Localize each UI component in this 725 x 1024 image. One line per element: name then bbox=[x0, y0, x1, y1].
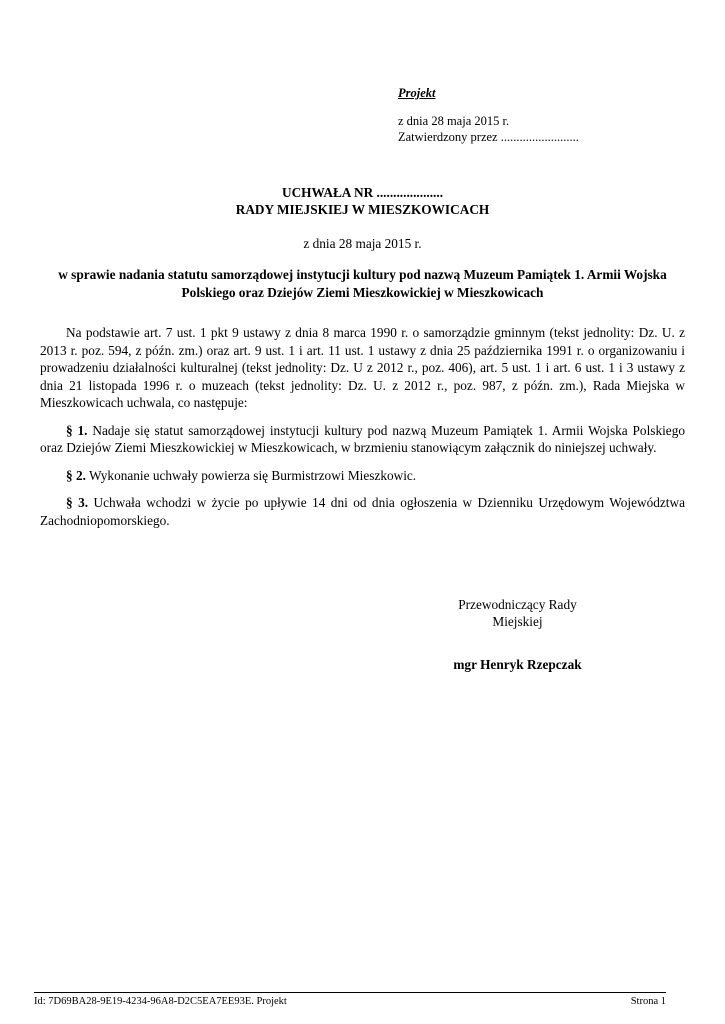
paragraph-3 bbox=[40, 494, 685, 529]
footer-divider bbox=[34, 992, 666, 993]
paragraph-1-mark: § 1. bbox=[66, 422, 88, 438]
legal-basis-preamble: Na podstawie art. 7 ust. 1 pkt 9 ustawy z dnia 8 marca 1990 r. o samorządzie gminnym (tekst jednolity: Dz. U. z 2013 r. poz. 594, z późn. zm.) oraz art. 9 ust. 1 i art. 11 ust. 1 ustawy z dnia 25 października 1991 r. o organizowaniu i prowadzeniu działalności kulturalnej (tekst jednolity: Dz. U z 2012 r., poz. 406), art. 5 ust. 1 i art. 6 ust. 1 i 3 ustawy z dnia 21 listopada 1996 r. o muzeach (tekst jednolity: Dz. U. z 2012 r., poz. 987, z późn. zm.), Rada Miejska w Mieszkowicach uchwala, co następuje: bbox=[40, 325, 685, 410]
paragraph-2-mark: § 2. bbox=[66, 467, 86, 483]
paragraph-3-mark: § 3. bbox=[66, 495, 89, 510]
approved-by-line: Zatwierdzony przez ......................... bbox=[398, 130, 579, 144]
document-date: z dnia 28 maja 2015 r. bbox=[398, 114, 510, 128]
page-number: Strona 1 bbox=[630, 996, 666, 1007]
resolution-date: z dnia 28 maja 2015 r. bbox=[303, 236, 422, 251]
signatory-role-line-2: Miejskiej bbox=[492, 614, 543, 629]
subject-line-1: w sprawie nadania statutu samorządowej instytucji kultury pod nazwą Muzeum Pamiątek 1. Armii Wojska bbox=[58, 267, 667, 282]
resolution-subject bbox=[40, 266, 685, 302]
document-id: Id: 7D69BA28-9E19-4234-96A8-D2C5EA7EE93E. Projekt bbox=[34, 996, 287, 1007]
signatory-name: mgr Henryk Rzepczak bbox=[453, 657, 582, 672]
resolution-number: UCHWAŁA NR .................... bbox=[281, 185, 444, 200]
paragraph-1-text: Nadaje się statut samorządowej instytucji kultury pod nazwą Muzeum Pamiątek 1. Armii Wojska Polskiego oraz Dziejów Ziemi Mieszkowickiej w Mieszkowicach, w brzmieniu stanowiącym załącznik do niniejszej uchwały. bbox=[40, 422, 685, 455]
projekt-label: Projekt bbox=[398, 86, 436, 100]
signatory-role bbox=[440, 596, 595, 630]
paragraph-2 bbox=[40, 467, 685, 485]
paragraph-3-text: Uchwała wchodzi w życie po upływie 14 dni od dnia ogłoszenia w Dzienniku Urzędowym Województwa Zachodniopomorskiego. bbox=[40, 495, 685, 528]
paragraph-2-text: Wykonanie uchwały powierza się Burmistrzowi Mieszkowic. bbox=[85, 467, 417, 483]
signatory-role-line-1: Przewodniczący Rady bbox=[458, 597, 577, 612]
subject-line-2: Polskiego oraz Dziejów Ziemi Mieszkowickiej w Mieszkowicach bbox=[181, 285, 544, 300]
resolution-body bbox=[40, 324, 685, 529]
council-name: RADY MIEJSKIEJ W MIESZKOWICACH bbox=[235, 202, 490, 217]
paragraph-1 bbox=[40, 422, 685, 457]
